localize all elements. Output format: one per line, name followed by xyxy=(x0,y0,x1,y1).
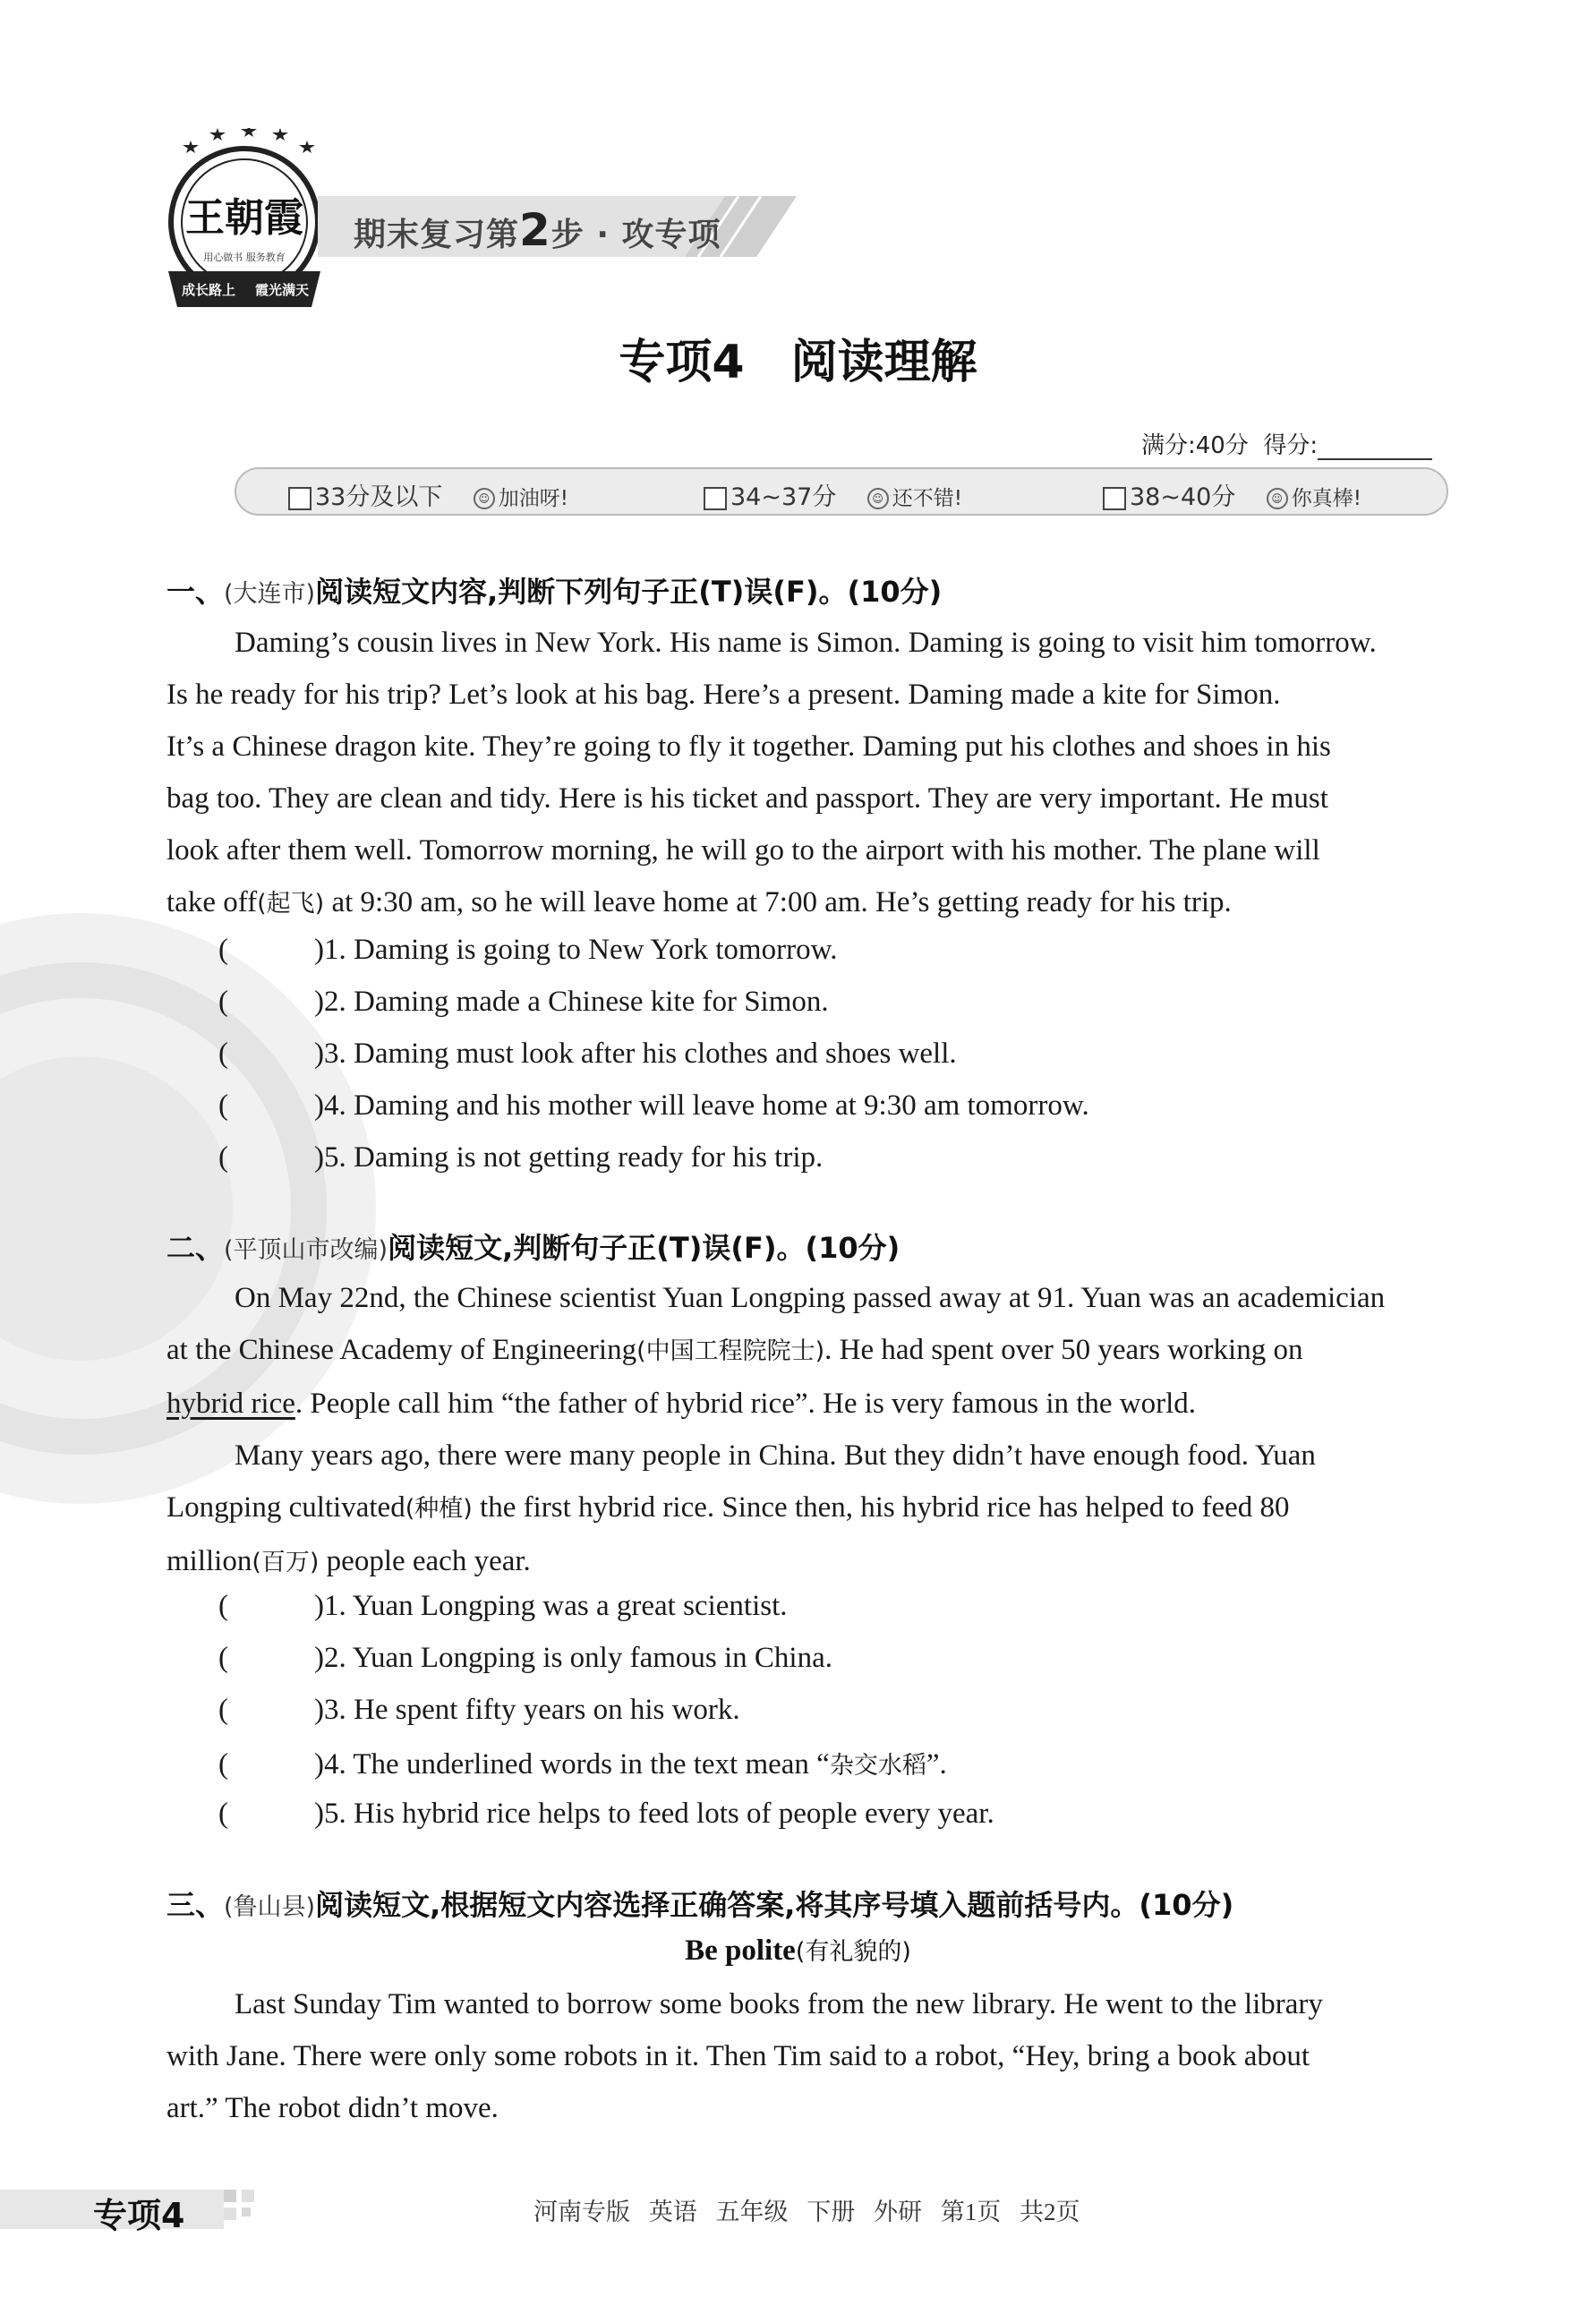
question-1-4[interactable]: ( )4. Daming and his mother will leave home at 9:30 am tomorrow. xyxy=(218,1089,1089,1122)
section-3-heading: 三、(鲁山县)阅读短文,根据短文内容选择正确答案,将其序号填入题前括号内。(10分) xyxy=(166,1888,1234,1922)
passage-line: Last Sunday Tim wanted to borrow some books from the new library. He went to the library xyxy=(235,1988,1323,2020)
svg-text:用心做书 服务教育: 用心做书 服务教育 xyxy=(203,252,286,263)
checkbox[interactable] xyxy=(288,487,312,510)
svg-text:霞光满天: 霞光满天 xyxy=(254,282,310,298)
score-blank[interactable] xyxy=(1318,435,1432,460)
section-1-heading: 一、(大连市)阅读短文内容,判断下列句子正(T)误(F)。(10分) xyxy=(166,575,943,609)
smiley-icon: ☺ xyxy=(1267,488,1288,509)
passage-line: bag too. They are clean and tidy. Here is his ticket and passport. They are very important. He must xyxy=(166,782,1328,815)
checkbox[interactable] xyxy=(704,487,727,510)
smiley-icon: ☺ xyxy=(867,488,889,509)
smiley-icon: ☺ xyxy=(474,488,495,509)
grade-option-1[interactable]: 33分及以下 ☺ 加油呀! xyxy=(288,477,568,512)
grade-option-3[interactable]: 38~40分 ☺ 你真棒! xyxy=(1103,477,1361,512)
question-1-1[interactable]: ( )1. Daming is going to New York tomorrow. xyxy=(218,934,838,966)
page-title: 专项4 阅读理解 xyxy=(619,336,977,389)
footer-decor xyxy=(224,2190,261,2229)
question-1-5[interactable]: ( )5. Daming is not getting ready for his trip. xyxy=(218,1141,824,1174)
section-3-passage xyxy=(166,1978,1515,2134)
section-2-heading: 二、(平顶山市改编)阅读短文,判断句子正(T)误(F)。(10分) xyxy=(166,1231,900,1265)
section-2-passage xyxy=(166,1272,1515,1589)
question-2-3[interactable]: ( )3. He spent fifty years on his work. xyxy=(218,1694,740,1726)
header-step: 期末复习第2步 · 攻专项 xyxy=(354,204,721,256)
footer-info: 河南专版 英语 五年级 下册 外研 第1页 共2页 xyxy=(533,2199,1080,2225)
question-2-1[interactable]: ( )1. Yuan Longping was a great scientist. xyxy=(218,1590,788,1622)
passage-line: Longping cultivated(种植) the first hybrid rice. Since then, his hybrid rice has helped to feed 80 xyxy=(166,1491,1290,1524)
passage-line: Many years ago, there were many people in China. But they didn’t have enough food. Yuan xyxy=(235,1439,1316,1472)
underlined-term: hybrid rice xyxy=(166,1388,295,1420)
checkbox[interactable] xyxy=(1103,487,1126,510)
score-line xyxy=(1141,427,1432,460)
question-2-2[interactable]: ( )2. Yuan Longping is only famous in China. xyxy=(218,1642,832,1674)
passage-line: art.” The robot didn’t move. xyxy=(166,2092,499,2124)
passage-title: Be polite(有礼貌的) xyxy=(685,1934,911,1967)
footer-section-label: 专项4 xyxy=(93,2196,185,2235)
passage-line: take off(起飞) at 9:30 am, so he will leave home at 7:00 am. He’s getting ready for his trip. xyxy=(166,886,1232,918)
question-1-2[interactable]: ( )2. Daming made a Chinese kite for Simon. xyxy=(218,986,829,1018)
publisher-logo xyxy=(159,128,329,320)
question-2-5[interactable]: ( )5. His hybrid rice helps to feed lots of people every year. xyxy=(218,1798,994,1830)
passage-line: with Jane. There were only some robots in it. Then Tim said to a robot, “Hey, bring a book about xyxy=(166,2040,1310,2072)
passage-line: million(百万) people each year. xyxy=(166,1545,531,1577)
svg-text:王朝霞: 王朝霞 xyxy=(185,195,303,241)
svg-text:成长路上: 成长路上 xyxy=(181,282,236,298)
question-2-4[interactable]: ( )4. The underlined words in the text mean “杂交水稻”. xyxy=(218,1748,947,1781)
score-label: 得分: xyxy=(1263,432,1319,459)
grade-option-2[interactable]: 34~37分 ☺ 还不错! xyxy=(704,477,962,512)
passage-line: look after them well. Tomorrow morning, he will go to the airport with his mother. The plane will xyxy=(166,834,1320,867)
section-1-passage xyxy=(166,617,1515,930)
passage-line: Daming’s cousin lives in New York. His name is Simon. Daming is going to visit him tomorrow. xyxy=(235,627,1377,659)
passage-line: at the Chinese Academy of Engineering(中国工程院院士). He had spent over 50 years working on xyxy=(166,1334,1303,1366)
passage-line: Is he ready for his trip? Let’s look at his bag. Here’s a present. Daming made a kite for Simon. xyxy=(166,679,1281,711)
question-1-3[interactable]: ( )3. Daming must look after his clothes and shoes well. xyxy=(218,1038,957,1070)
passage-line: On May 22nd, the Chinese scientist Yuan Longping passed away at 91. Yuan was an academician xyxy=(235,1282,1386,1314)
passage-line: hybrid rice. People call him “the father of hybrid rice”. He is very famous in the world. xyxy=(166,1388,1197,1420)
passage-line: It’s a Chinese dragon kite. They’re going to fly it together. Daming put his clothes and shoes in his xyxy=(166,730,1331,763)
full-score: 满分:40分 xyxy=(1141,432,1249,459)
